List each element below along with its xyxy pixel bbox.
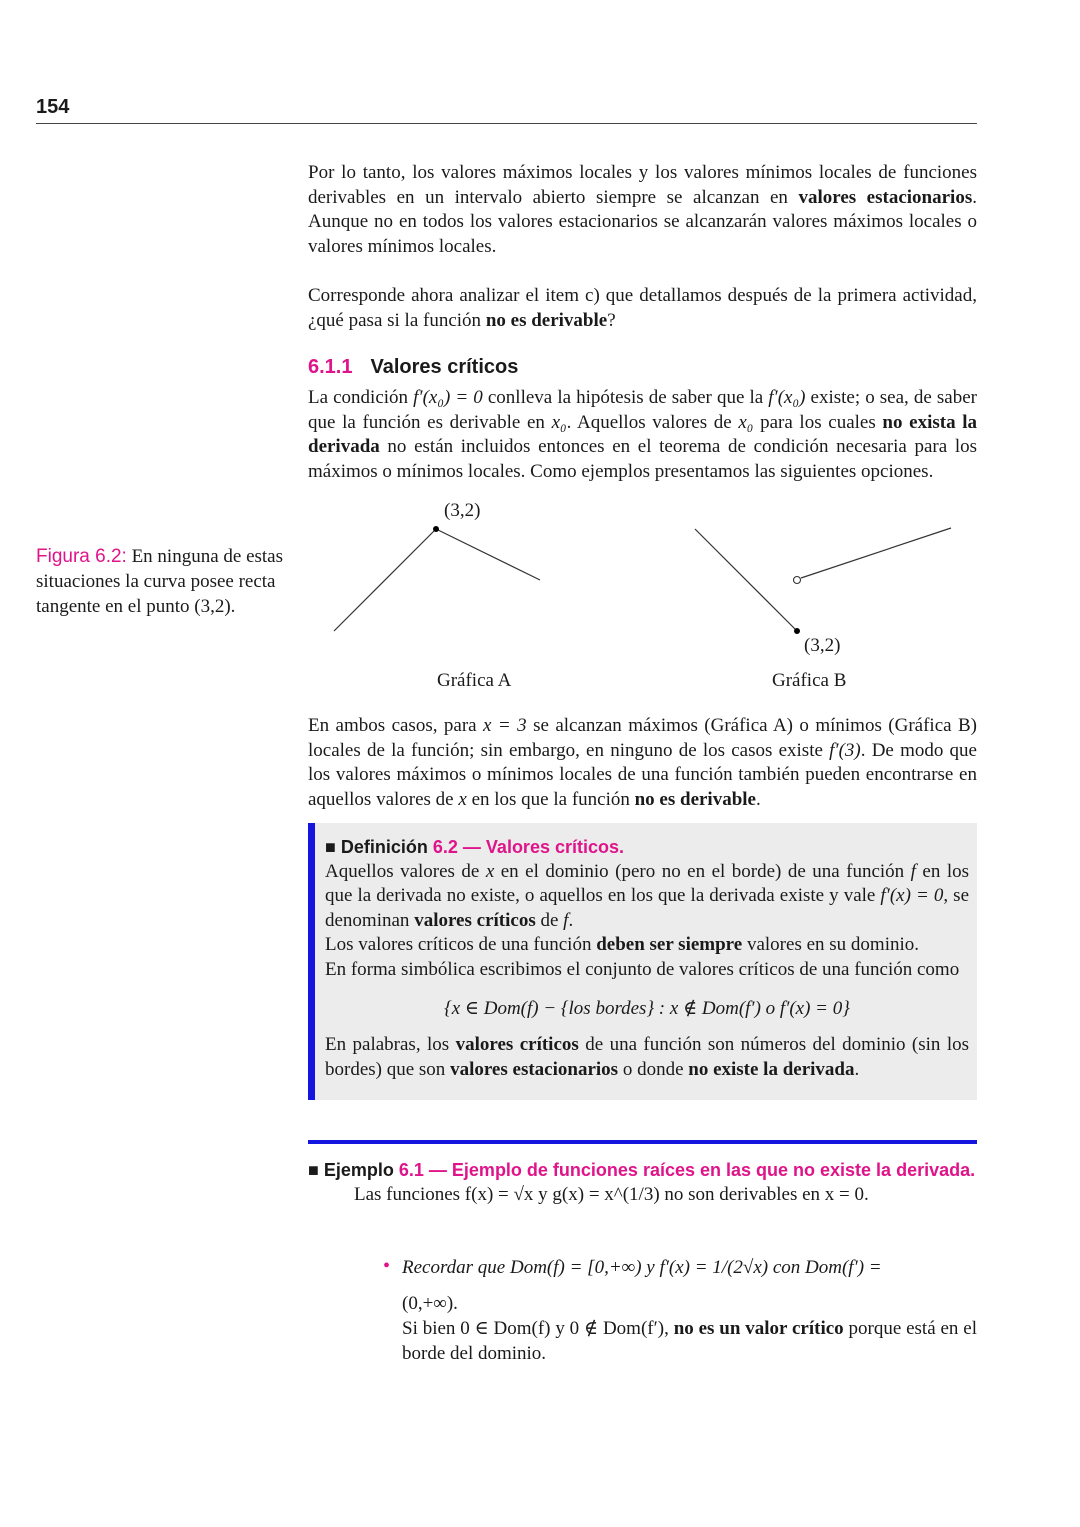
- graph-a-title: Gráfica A: [437, 670, 512, 691]
- definition-words: En palabras, los valores críticos de una función son números del dominio (sin los bordes) que son valores estacionarios o donde no existe la derivada.: [325, 1034, 970, 1080]
- figure-caption: Figura 6.2: En ninguna de estas situaciones la curva posee recta tangente en el punto (3,2).: [36, 546, 284, 617]
- definition-text: Aquellos valores de x en el dominio (pero no en el borde) de una función f en los que la derivada no existe, o aquellos en los que la derivada existe y vale f′(x) = 0, se denominan valores críticos de f.: [325, 860, 970, 931]
- definition-symbolic-intro: En forma simbólica escribimos el conjunto de valores críticos de una función como: [325, 958, 960, 980]
- both-cases-paragraph: En ambos casos, para x = 3 se alcanzan máximos (Gráfica A) o mínimos (Gráfica B) locales de la función; sin embargo, en ninguno de los casos existe f′(3). De modo que los valores máximos o mínimos locales de una función también pueden encontrarse en aquellos valores de x en los que la función no es derivable.: [308, 715, 977, 810]
- section-number: 6.1.1: [308, 356, 353, 378]
- definition-formula: {x ∈ Dom(f) − {los bordes} : x ∉ Dom(f′) o f′(x) = 0}: [444, 997, 850, 1019]
- definition-domain-note: Los valores críticos de una función deben ser siempre valores en su dominio.: [325, 934, 919, 956]
- definition-title: ■ Definición 6.2 — Valores críticos.: [325, 837, 624, 857]
- graph-a-point: [433, 526, 439, 532]
- graph-b-open-point: [794, 577, 801, 584]
- graph-b-filled-point: [794, 628, 800, 634]
- example-title: ■ Ejemplo 6.1 — Ejemplo de funciones raíces en las que no existe la derivada.: [308, 1160, 976, 1180]
- bullet-line-3: Si bien 0 ∈ Dom(f) y 0 ∉ Dom(f′), no es un valor crítico porque está en el borde del dominio.: [402, 1318, 977, 1364]
- section-paragraph: La condición f′(x₀) = 0 conlleva la hipótesis de saber que la f′(x₀) existe; o sea, de saber que la función es derivable en x₀. Aquellos valores de x₀ para los cuales no exista la derivada no están incluidos entonces en el teorema de condición necesaria para los máximos o mínimos locales. Como ejemplos presentamos las siguientes opciones.: [308, 387, 978, 482]
- bullet-line-1: Recordar que Dom(f) = [0,+∞) y f′(x) = 1/(2√x) con Dom(f′) =: [402, 1257, 882, 1278]
- header-rule: [36, 123, 977, 124]
- graph-a-point-label: (3,2): [444, 500, 481, 521]
- definition-box: [308, 823, 977, 1100]
- graph-a-left-line: [334, 529, 436, 631]
- intro-paragraph: Por lo tanto, los valores máximos locales y los valores mínimos locales de funciones derivables en un intervalo abierto siempre se alcanzan en valores estacionarios. Aunque no en todos los valores estacionarios se alcanzarán valores máximos locales o valores mínimos locales.: [308, 162, 977, 257]
- section-heading: [308, 356, 518, 379]
- section-title: Valores críticos: [370, 356, 519, 378]
- graph-b-title: Gráfica B: [772, 670, 847, 691]
- item-paragraph: Corresponde ahora analizar el item c) que detallamos después de la primera actividad, ¿qué pasa si la función no es derivable?: [308, 285, 977, 331]
- graph-b-point-label: (3,2): [804, 635, 841, 656]
- graph-a: [320, 500, 560, 640]
- graph-b: [680, 515, 970, 645]
- bullet-line-2: (0,+∞).: [402, 1293, 458, 1314]
- example-rule: [308, 1140, 977, 1144]
- graph-b-right-line: [801, 528, 951, 578]
- page-number: 154: [36, 96, 70, 118]
- example-line: Las funciones f(x) = √x y g(x) = x^(1/3) no son derivables en x = 0.: [354, 1184, 869, 1205]
- graph-b-left-line: [695, 529, 797, 631]
- figure-caption-label: Figura 6.2:: [36, 546, 127, 567]
- bullet-marker: •: [383, 1255, 391, 1277]
- graph-a-right-line: [436, 529, 540, 580]
